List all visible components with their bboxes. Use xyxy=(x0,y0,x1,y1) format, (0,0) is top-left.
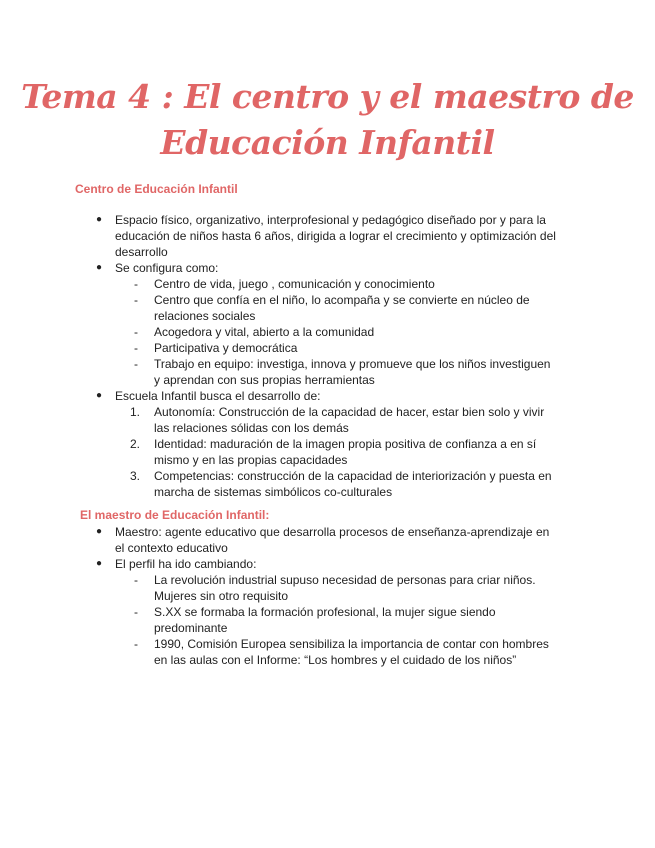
list-item-text: Espacio físico, organizativo, interprofesional y pedagógico diseñado por y para la educación de niños hasta 6 años, dirigida a lograr el crecimiento y optimización del desarrollo xyxy=(115,213,556,259)
sub-list-item xyxy=(0,604,655,636)
number-marker: 3. xyxy=(130,469,141,483)
bullet-marker: ● xyxy=(96,390,103,401)
list-item-text: Maestro: agente educativo que desarrolla procesos de enseñanza-aprendizaje en el contexto educativo xyxy=(115,525,550,555)
dash-marker: - xyxy=(134,277,138,291)
number-marker: 1. xyxy=(130,405,141,419)
list-item xyxy=(0,212,655,260)
dash-marker: - xyxy=(134,637,138,651)
sub-list-item-text: S.XX se formaba la formación profesional, la mujer sigue siendo predominante xyxy=(154,605,496,635)
sub-list-item-text: Trabajo en equipo: investiga, innova y promueve que los niños investiguen y aprendan con sus propias herramientas xyxy=(154,357,551,387)
sub-list-item xyxy=(0,340,655,356)
bullet-marker: ● xyxy=(96,558,103,569)
bullet-marker: ● xyxy=(96,262,103,273)
list-item xyxy=(0,524,655,556)
sub-list-item-text: La revolución industrial supuso necesidad de personas para criar niños. Mujeres sin otro requisito xyxy=(154,573,536,603)
sub-list-item xyxy=(0,356,655,388)
section-maestro-list xyxy=(0,524,655,668)
title-line-2: Educación Infantil xyxy=(160,123,495,162)
list-item-text: El perfil ha ido cambiando: xyxy=(115,557,257,571)
numbered-item xyxy=(0,468,655,500)
list-item-text: Escuela Infantil busca el desarrollo de: xyxy=(115,389,321,403)
sub-list-item-text: Centro que confía en el niño, lo acompaña y se convierte en núcleo de relaciones sociales xyxy=(154,293,530,323)
sub-list-item xyxy=(0,636,655,668)
section-centro-list xyxy=(0,212,655,500)
dash-marker: - xyxy=(134,293,138,307)
document-title xyxy=(0,74,655,166)
numbered-item xyxy=(0,404,655,436)
list-item-text: Se configura como: xyxy=(115,261,219,275)
bullet-marker: ● xyxy=(96,526,103,537)
sub-list-item xyxy=(0,324,655,340)
sub-list-item-text: 1990, Comisión Europea sensibiliza la importancia de contar con hombres en las aulas con el Informe: “Los hombres y el cuidado de los niños” xyxy=(154,637,549,667)
bullet-marker: ● xyxy=(96,214,103,225)
sub-list-item xyxy=(0,572,655,604)
sub-list-item-text: Participativa y democrática xyxy=(154,341,298,355)
dash-marker: - xyxy=(134,357,138,371)
dash-marker: - xyxy=(134,325,138,339)
numbered-item-text: Identidad: maduración de la imagen propia positiva de confianza a en sí mismo y en las propias capacidades xyxy=(154,437,537,467)
sub-list-item xyxy=(0,292,655,324)
sub-list-item-text: Acogedora y vital, abierto a la comunidad xyxy=(154,325,375,339)
list-item xyxy=(0,260,655,276)
section-heading-centro: Centro de Educación Infantil xyxy=(75,182,238,196)
title-line-1: Tema 4 : El centro y el maestro de xyxy=(21,77,634,116)
section-heading-maestro: El maestro de Educación Infantil: xyxy=(80,508,270,522)
sub-list-item xyxy=(0,276,655,292)
dash-marker: - xyxy=(134,573,138,587)
number-marker: 2. xyxy=(130,437,141,451)
list-item xyxy=(0,388,655,404)
numbered-item-text: Autonomía: Construcción de la capacidad de hacer, estar bien solo y vivir las relaciones sólidas con los demás xyxy=(154,405,545,435)
numbered-item xyxy=(0,436,655,468)
list-item xyxy=(0,556,655,572)
numbered-item-text: Competencias: construcción de la capacidad de interiorización y puesta en marcha de sistemas simbólicos co-culturales xyxy=(154,469,552,499)
dash-marker: - xyxy=(134,341,138,355)
sub-list-item-text: Centro de vida, juego , comunicación y conocimiento xyxy=(154,277,435,291)
dash-marker: - xyxy=(134,605,138,619)
